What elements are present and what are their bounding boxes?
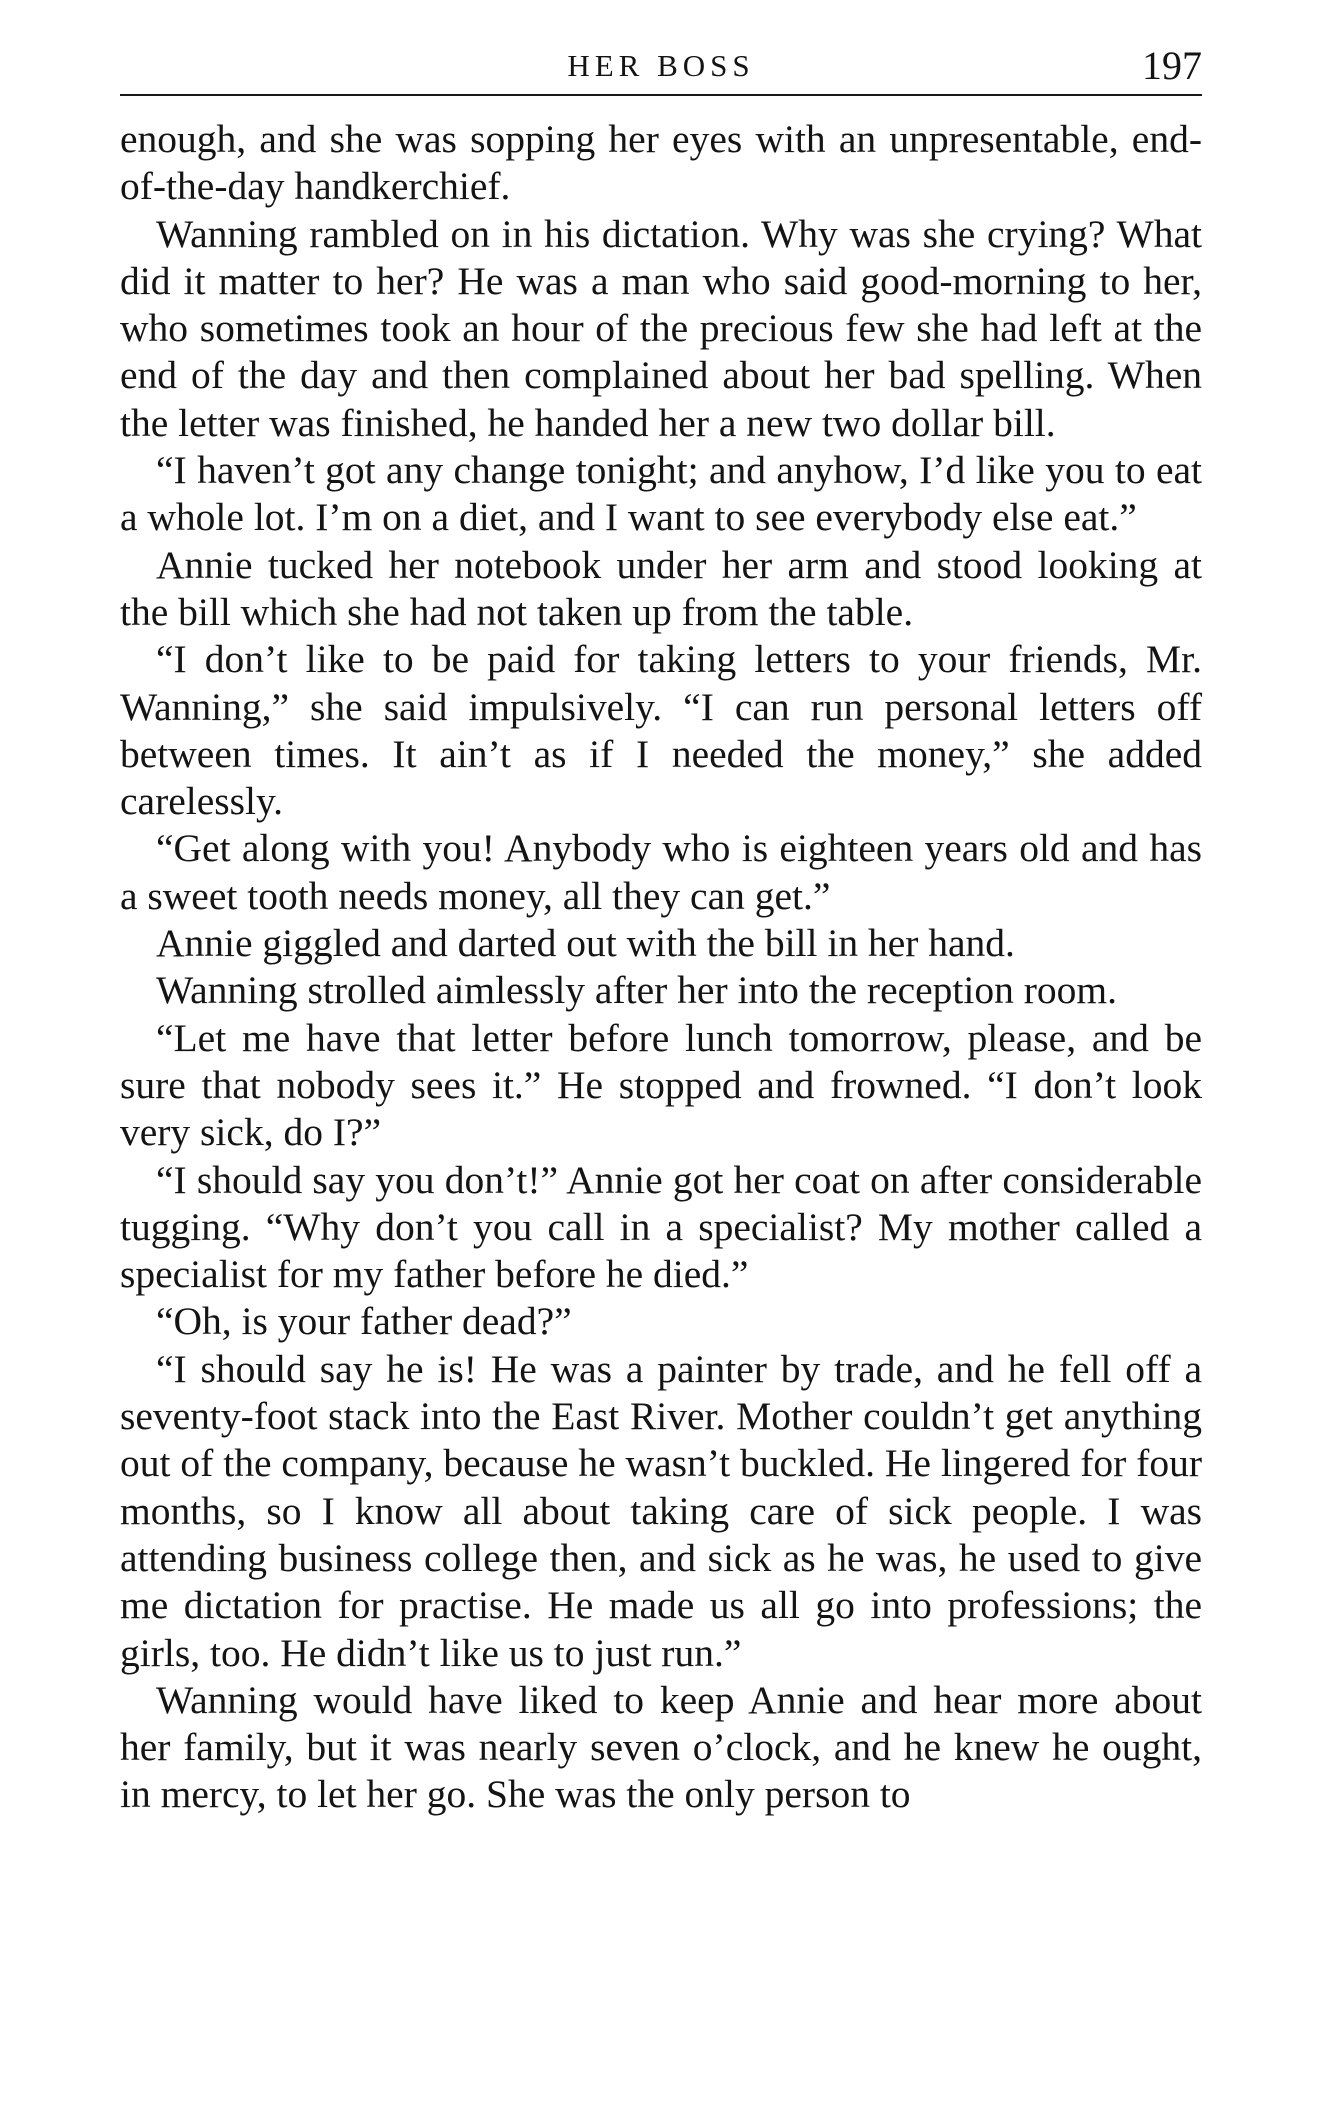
running-title: HER BOSS xyxy=(567,48,755,83)
paragraph: “Let me have that letter before lunch tomorrow, please, and be sure that nobody sees it.” He stopped and frowned. “I don’t look very sick, do I?” xyxy=(120,1015,1202,1155)
paragraph: Annie giggled and darted out with the bill in her hand. xyxy=(156,921,1015,966)
paragraph: “I haven’t got any change tonight; and anyhow, I’d like you to eat a whole lot. I’m on a diet, and I want to see everybody else eat.” xyxy=(120,448,1202,540)
running-head xyxy=(120,44,1202,96)
paragraph: Wanning would have liked to keep Annie and hear more about her family, but it was nearly seven o’clock, and he knew he ought, in mercy, to let her go. She was the only person to xyxy=(120,1677,1202,1817)
paragraph: Wanning rambled on in his dictation. Why was she crying? What did it matter to her? He was a man who said good-morning to her, who sometimes took an hour of the precious few she had left at the end of the day and then complained about her bad spelling. When the letter was finished, he handed her a new two dollar bill. xyxy=(120,211,1202,445)
paragraph: “I should say you don’t!” Annie got her coat on after considerable tugging. “Why don’t you call in a specialist? My mother called a specialist for my father before he died.” xyxy=(120,1157,1202,1297)
paragraph: “I should say he is! He was a painter by trade, and he fell off a seventy-foot stack into the East River. Mother couldn’t get anything out of the company, because he wasn’t buckled. He lingered for four months, so I know all about taking care of sick people. I was attending business college then, and sick as he was, he used to give me dictation for practise. He made us all go into professions; the girls, too. He didn’t like us to just run.” xyxy=(120,1346,1202,1675)
paragraph: Annie tucked her notebook under her arm and stood looking at the bill which she had not taken up from the table. xyxy=(120,542,1202,634)
page-number: 197 xyxy=(1142,43,1202,88)
body-text xyxy=(120,116,1202,1819)
paragraph: Wanning strolled aimlessly after her into the reception room. xyxy=(156,968,1117,1013)
paragraph: “Oh, is your father dead?” xyxy=(156,1299,572,1344)
paragraph: “I don’t like to be paid for taking letters to your friends, Mr. Wanning,” she said impulsively. “I can run personal letters off between times. It ain’t as if I needed the money,” she added carelessly. xyxy=(120,637,1202,824)
paragraph-continued: enough, and she was sopping her eyes with an unpresentable, end-of-the-day handkerchief. xyxy=(120,117,1202,209)
paragraph: “Get along with you! Anybody who is eighteen years old and has a sweet tooth needs money, all they can get.” xyxy=(120,826,1202,918)
